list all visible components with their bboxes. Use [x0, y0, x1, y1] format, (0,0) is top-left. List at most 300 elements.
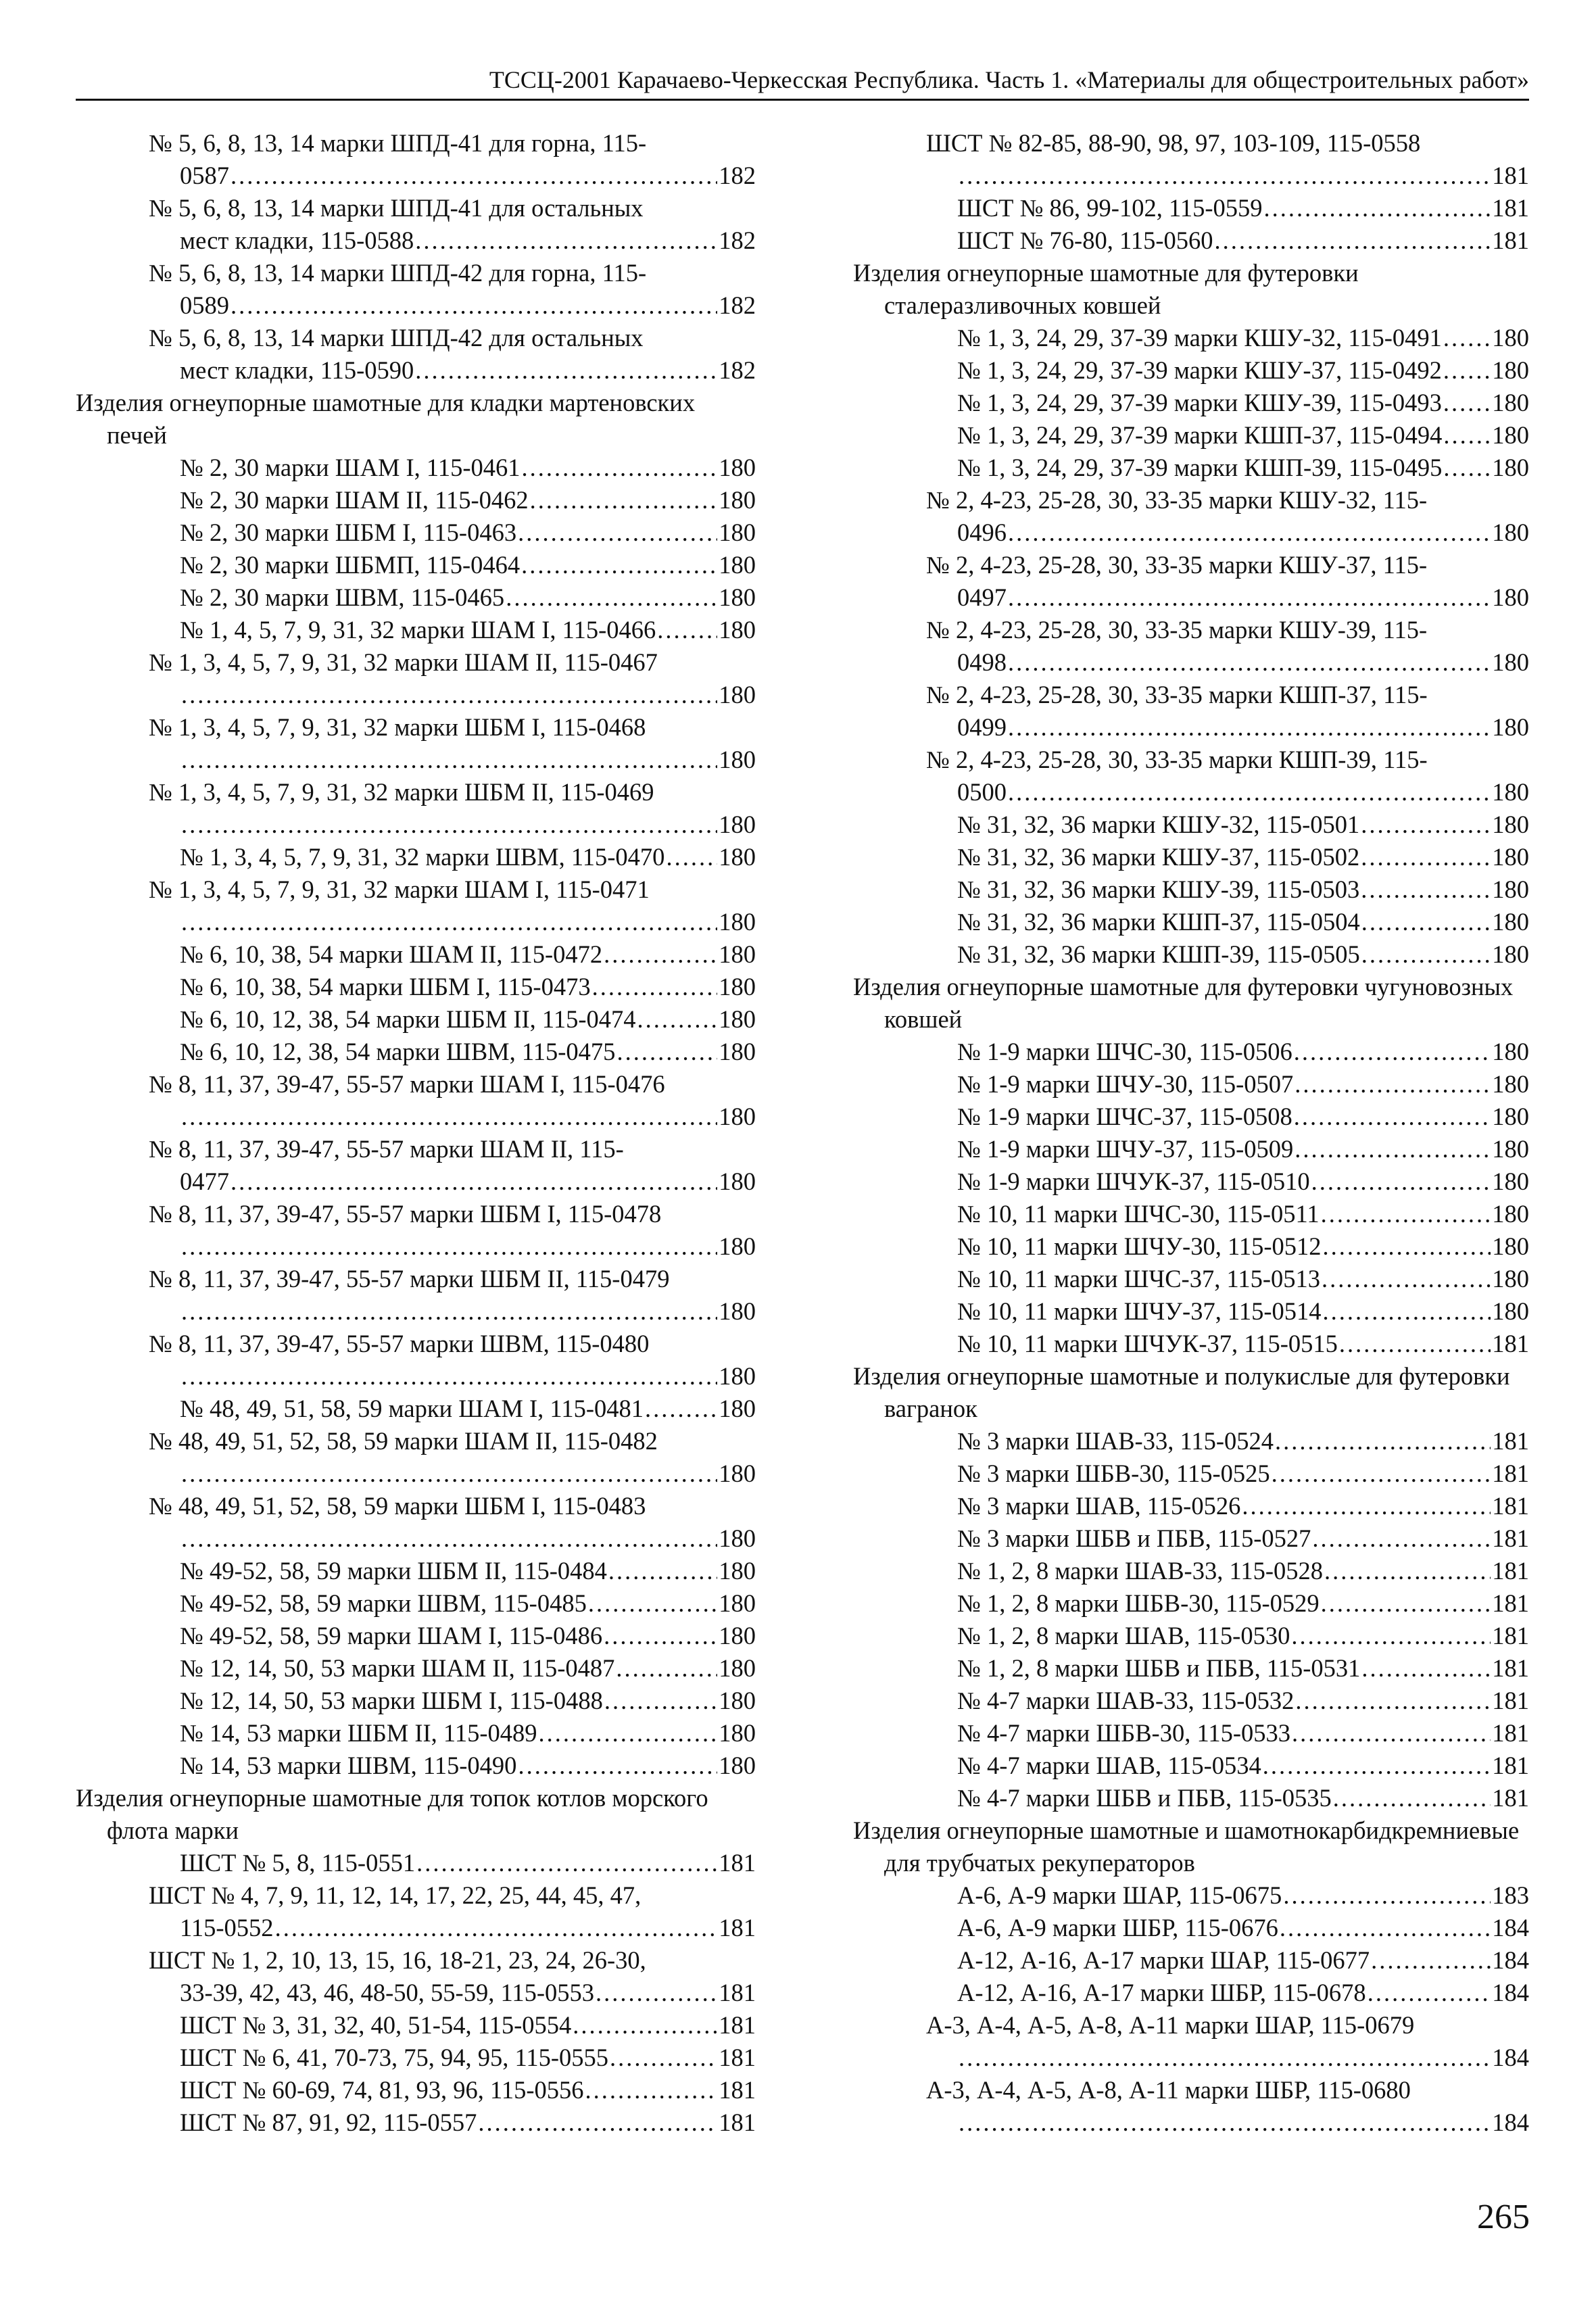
page-ref: 180 [719, 583, 756, 611]
entry-text-line: № 2, 4-23, 25-28, 30, 33-35 марки КШУ-37, 115- [926, 551, 1428, 579]
entry-leader-line [957, 1328, 1529, 1360]
entry-leader-line [180, 549, 756, 581]
index-entry [149, 2106, 756, 2139]
page-ref: 180 [1492, 1103, 1529, 1130]
dot-leader [1321, 1587, 1491, 1620]
page-ref: 180 [719, 973, 756, 1000]
page-ref: 180 [1492, 843, 1529, 871]
entry-text: 0477 [180, 1167, 229, 1195]
entry-leader-line [180, 2042, 756, 2074]
entry-leader-line [957, 1782, 1529, 1814]
dot-leader [1323, 1295, 1491, 1328]
entry-text: № 1, 2, 8 марки ШБВ и ПБВ, 115-0531 [957, 1654, 1361, 1682]
index-entry [926, 1587, 1529, 1620]
dot-leader [657, 614, 717, 646]
entry-leader-line [180, 841, 756, 873]
index-entry [149, 873, 756, 938]
entry-leader-line [180, 1717, 756, 1750]
entry-leader-line [957, 322, 1529, 354]
dot-leader [1361, 906, 1491, 938]
page-ref: 180 [719, 1654, 756, 1682]
entry-text: А-12, А-16, А-17 марки ШБР, 115-0678 [957, 1979, 1366, 2006]
dot-leader [1443, 419, 1491, 452]
index-entry [149, 614, 756, 646]
page-ref: 184 [1492, 2108, 1529, 2136]
index-entry [149, 2009, 756, 2042]
entry-text: 0589 [180, 291, 229, 319]
dot-leader [1283, 1879, 1491, 1912]
page-ref: 180 [719, 1297, 756, 1325]
entry-text-line: № 8, 11, 37, 39-47, 55-57 марки ШБМ II, 115-0479 [149, 1265, 670, 1293]
dot-leader [666, 841, 717, 873]
dot-leader [592, 971, 718, 1003]
page-ref: 180 [1492, 1038, 1529, 1065]
entry-text: № 2, 30 марки ШБМ I, 115-0463 [180, 518, 517, 546]
entry-leader-line [957, 873, 1529, 906]
entry-leader-line [957, 1101, 1529, 1133]
dot-leader [1339, 1328, 1491, 1360]
dot-leader [181, 744, 717, 776]
entry-leader-line [957, 938, 1529, 971]
entry-leader-line [180, 1295, 756, 1328]
dot-leader [478, 2106, 717, 2139]
entry-text-line: № 2, 4-23, 25-28, 30, 33-35 марки КШУ-39, 115- [926, 616, 1428, 644]
entry-leader-line [180, 1555, 756, 1587]
index-entry [149, 971, 756, 1003]
entry-text: 0587 [180, 162, 229, 189]
dot-leader [1321, 1198, 1491, 1230]
entry-text: 0498 [957, 648, 1007, 676]
entry-leader-line [180, 809, 756, 841]
entry-text: № 1, 2, 8 марки ШАВ-33, 115-0528 [957, 1557, 1323, 1585]
page-ref: 180 [719, 681, 756, 708]
dot-leader [1008, 581, 1491, 614]
section-heading: Изделия огнеупорные шамотные для футеровки чугуновозных ковшей [853, 973, 1514, 1033]
index-entry [149, 192, 756, 257]
index-entry [149, 2042, 756, 2074]
entry-text: № 48, 49, 51, 58, 59 марки ШАМ I, 115-0481 [180, 1395, 644, 1422]
entry-leader-line [180, 744, 756, 776]
dot-leader [604, 1620, 717, 1652]
entry-text: № 6, 10, 38, 54 марки ШАМ II, 115-0472 [180, 940, 603, 968]
entry-leader-line [180, 679, 756, 711]
entry-text: № 10, 11 марки ШЧУ-30, 115-0512 [957, 1232, 1322, 1260]
index-entry [926, 1036, 1529, 1068]
index-column-left [76, 127, 756, 2139]
entry-leader-line [957, 906, 1529, 938]
dot-leader [645, 1393, 717, 1425]
dot-leader [181, 906, 717, 938]
dot-leader [275, 1912, 718, 1944]
page-ref: 181 [1492, 1492, 1529, 1520]
entry-text-line: № 2, 4-23, 25-28, 30, 33-35 марки КШУ-32, 115- [926, 486, 1428, 514]
page-ref: 180 [719, 1687, 756, 1714]
entry-text: мест кладки, 115-0590 [180, 356, 414, 384]
dot-leader [518, 516, 717, 549]
dot-leader [1361, 938, 1491, 971]
entry-text: № 31, 32, 36 марки КШП-39, 115-0505 [957, 940, 1360, 968]
dot-leader [1292, 1717, 1491, 1750]
entry-leader-line [957, 160, 1529, 192]
dot-leader [588, 1587, 717, 1620]
entry-leader-line [957, 2042, 1529, 2074]
page-ref: 182 [719, 291, 756, 319]
entry-leader-line [180, 1101, 756, 1133]
index-entry [149, 841, 756, 873]
dot-leader [1264, 192, 1491, 224]
dot-leader [1242, 1490, 1491, 1522]
index-entry [149, 1879, 756, 1944]
entry-text: А-6, А-9 марки ШАР, 115-0675 [957, 1881, 1282, 1909]
page-number: 265 [1477, 2198, 1530, 2236]
entry-leader-line [957, 192, 1529, 224]
entry-text: № 1, 3, 24, 29, 37-39 марки КШП-37, 115-0494 [957, 421, 1443, 449]
entry-leader-line [180, 1003, 756, 1036]
dot-leader [616, 1652, 717, 1685]
page-ref: 180 [719, 1622, 756, 1649]
page-ref: 181 [1492, 1589, 1529, 1617]
page-ref: 180 [1492, 518, 1529, 546]
index-entry [926, 1912, 1529, 1944]
entry-text: № 6, 10, 12, 38, 54 марки ШБМ II, 115-0474 [180, 1005, 636, 1033]
entry-text: № 10, 11 марки ШЧС-37, 115-0513 [957, 1265, 1321, 1293]
index-entry [149, 1847, 756, 1879]
entry-leader-line [180, 1685, 756, 1717]
entry-text: 0500 [957, 778, 1007, 806]
entry-text: № 1, 2, 8 марки ШАВ, 115-0530 [957, 1622, 1290, 1649]
dot-leader [1371, 1944, 1491, 1977]
entry-leader-line [957, 1036, 1529, 1068]
dot-leader [1312, 1522, 1491, 1555]
entry-text-line: № 8, 11, 37, 39-47, 55-57 марки ШБМ I, 115-0478 [149, 1200, 662, 1228]
index-entry [926, 744, 1529, 809]
dot-leader [181, 1230, 717, 1263]
entry-text: А-12, А-16, А-17 марки ШАР, 115-0677 [957, 1946, 1370, 1974]
dot-leader [608, 1555, 717, 1587]
page-ref: 180 [719, 1167, 756, 1195]
entry-leader-line [957, 1685, 1529, 1717]
entry-leader-line [957, 581, 1529, 614]
index-entry [926, 1198, 1529, 1230]
page-ref: 180 [719, 1752, 756, 1779]
dot-leader [1368, 1977, 1491, 2009]
index-entry [149, 776, 756, 841]
index-entry [149, 1003, 756, 1036]
dot-leader [415, 354, 717, 387]
entry-text-line: № 1, 3, 4, 5, 7, 9, 31, 32 марки ШАМ II, 115-0467 [149, 648, 658, 676]
index-entry [926, 484, 1529, 549]
page-ref: 180 [1492, 1135, 1529, 1163]
entry-text: ШСТ № 5, 8, 115-0551 [180, 1849, 416, 1877]
section-heading: Изделия огнеупорные шамотные для футеровки сталеразливочных ковшей [853, 259, 1359, 319]
page-ref: 180 [719, 1589, 756, 1617]
index-entry [926, 1750, 1529, 1782]
page-ref: 180 [1492, 1167, 1529, 1195]
index-entry [149, 1068, 756, 1133]
index-entry [926, 354, 1529, 387]
index-entry [926, 809, 1529, 841]
page-ref: 180 [1492, 648, 1529, 676]
page-ref: 180 [719, 908, 756, 936]
dot-leader [1295, 1685, 1491, 1717]
dot-leader [231, 289, 717, 322]
page-ref: 180 [719, 518, 756, 546]
page-ref: 181 [1492, 1752, 1529, 1779]
section-heading: Изделия огнеупорные шамотные для кладки мартеновских печей [76, 389, 696, 449]
page-ref: 181 [719, 2044, 756, 2071]
page-ref: 180 [1492, 1232, 1529, 1260]
page-ref: 180 [719, 1459, 756, 1487]
dot-leader [1272, 1457, 1491, 1490]
entry-text: № 10, 11 марки ШЧУК-37, 115-0515 [957, 1330, 1338, 1357]
page-ref: 180 [1492, 421, 1529, 449]
entry-text: № 1, 2, 8 марки ШБВ-30, 115-0529 [957, 1589, 1320, 1617]
page-ref: 181 [1492, 1524, 1529, 1552]
dot-leader [1361, 809, 1491, 841]
dot-leader [1361, 873, 1491, 906]
entry-text: № 1, 3, 24, 29, 37-39 марки КШУ-32, 115-0491 [957, 324, 1442, 352]
dot-leader [1323, 1230, 1491, 1263]
index-entry [149, 516, 756, 549]
index-entry [926, 452, 1529, 484]
index-entry [926, 1425, 1529, 1457]
page-ref: 181 [1492, 1622, 1529, 1649]
entry-text-line: ШСТ № 82-85, 88-90, 98, 97, 103-109, 115-0558 [926, 129, 1421, 157]
entry-text: № 31, 32, 36 марки КШУ-32, 115-0501 [957, 811, 1360, 838]
entry-text: № 1, 3, 24, 29, 37-39 марки КШУ-37, 115-0492 [957, 356, 1442, 384]
dot-leader [1443, 322, 1491, 354]
page-ref: 180 [1492, 1200, 1529, 1228]
entry-leader-line [957, 1490, 1529, 1522]
index-entry [149, 1036, 756, 1068]
page-ref: 181 [719, 1849, 756, 1877]
index-entry [149, 1490, 756, 1555]
entry-leader-line [957, 419, 1529, 452]
dot-leader [181, 679, 717, 711]
index-entry [149, 1587, 756, 1620]
index-entry [149, 549, 756, 581]
page-ref: 181 [719, 2108, 756, 2136]
entry-leader-line [180, 1652, 756, 1685]
dot-leader [1008, 711, 1491, 744]
index-entry [926, 614, 1529, 679]
entry-leader-line [957, 1457, 1529, 1490]
entry-text-line: № 8, 11, 37, 39-47, 55-57 марки ШАМ II, 115- [149, 1135, 624, 1163]
entry-leader-line [957, 1750, 1529, 1782]
entry-leader-line [180, 160, 756, 192]
page-ref: 180 [1492, 1265, 1529, 1293]
entry-text-line: № 5, 6, 8, 13, 14 марки ШПД-41 для остальных [149, 194, 644, 222]
dot-leader [959, 2042, 1491, 2074]
index-entry [149, 1425, 756, 1490]
entry-leader-line [957, 1165, 1529, 1198]
index-entry [926, 1457, 1529, 1490]
index-entry [149, 322, 756, 387]
page-ref: 182 [719, 162, 756, 189]
entry-text: № 31, 32, 36 марки КШУ-39, 115-0503 [957, 875, 1360, 903]
entry-leader-line [180, 1977, 756, 2009]
index-entry [926, 1685, 1529, 1717]
index-entry [149, 1685, 756, 1717]
entry-leader-line [180, 2074, 756, 2106]
index-entry [149, 2074, 756, 2106]
page-ref: 180 [1492, 389, 1529, 416]
entry-text: № 2, 30 марки ШАМ I, 115-0461 [180, 454, 521, 481]
dot-leader [1443, 452, 1491, 484]
entry-text: ШСТ № 76-80, 115-0560 [957, 226, 1213, 254]
entry-text: ШСТ № 60-69, 74, 81, 93, 96, 115-0556 [180, 2076, 584, 2104]
entry-leader-line [180, 354, 756, 387]
index-entry [926, 1230, 1529, 1263]
index-entry [149, 1133, 756, 1198]
dot-leader [506, 581, 717, 614]
entry-text-line: № 1, 3, 4, 5, 7, 9, 31, 32 марки ШБМ I, 115-0468 [149, 713, 646, 741]
page-ref: 180 [719, 1362, 756, 1390]
entry-text: № 1-9 марки ШЧУК-37, 115-0510 [957, 1167, 1310, 1195]
page-ref: 180 [719, 1038, 756, 1065]
page-ref: 182 [719, 356, 756, 384]
entry-text: № 4-7 марки ШБВ-30, 115-0533 [957, 1719, 1290, 1747]
entry-leader-line [957, 711, 1529, 744]
entry-leader-line [180, 1457, 756, 1490]
index-entry [149, 581, 756, 614]
entry-text: № 1-9 марки ШЧС-37, 115-0508 [957, 1103, 1292, 1130]
entry-text: № 10, 11 марки ШЧС-30, 115-0511 [957, 1200, 1320, 1228]
dot-leader [604, 1685, 717, 1717]
entry-leader-line [180, 452, 756, 484]
entry-text: № 4-7 марки ШАВ-33, 115-0532 [957, 1687, 1295, 1714]
entry-leader-line [180, 1360, 756, 1393]
entry-leader-line [957, 1944, 1529, 1977]
page-ref: 181 [1492, 1557, 1529, 1585]
dot-leader [530, 484, 718, 516]
page-ref: 180 [719, 843, 756, 871]
entry-text: ШСТ № 87, 91, 92, 115-0557 [180, 2108, 477, 2136]
entry-text: № 3 марки ШАВ, 115-0526 [957, 1492, 1241, 1520]
dot-leader [181, 1522, 717, 1555]
entry-leader-line [180, 971, 756, 1003]
page-ref: 180 [719, 746, 756, 773]
page-ref: 181 [1492, 162, 1529, 189]
index-entry [149, 1198, 756, 1263]
page-ref: 181 [719, 2076, 756, 2104]
page-ref: 180 [719, 1395, 756, 1422]
entry-text: № 10, 11 марки ШЧУ-37, 115-0514 [957, 1297, 1322, 1325]
index-entry [926, 1782, 1529, 1814]
index-entry [926, 2009, 1529, 2074]
dot-leader [1294, 1036, 1491, 1068]
entry-text-line: А-3, А-4, А-5, А-8, А-11 марки ШАР, 115-0679 [926, 2011, 1415, 2039]
entry-text-line: А-3, А-4, А-5, А-8, А-11 марки ШБР, 115-0680 [926, 2076, 1411, 2104]
page-ref: 181 [1492, 1784, 1529, 1812]
entry-text-line: № 2, 4-23, 25-28, 30, 33-35 марки КШП-39, 115- [926, 746, 1428, 773]
entry-leader-line [957, 1263, 1529, 1295]
entry-text: № 14, 53 марки ШВМ, 115-0490 [180, 1752, 517, 1779]
dot-leader [1443, 354, 1491, 387]
index-entry [926, 1652, 1529, 1685]
dot-leader [1008, 516, 1491, 549]
entry-leader-line [957, 1198, 1529, 1230]
index-column-right [853, 127, 1529, 2139]
index-entry [149, 711, 756, 776]
index-entry [926, 841, 1529, 873]
index-entry [926, 127, 1529, 192]
dot-leader [610, 2042, 717, 2074]
entry-text: № 1, 4, 5, 7, 9, 31, 32 марки ШАМ I, 115-0466 [180, 616, 656, 644]
entry-text: ШСТ № 6, 41, 70-73, 75, 94, 95, 115-0555 [180, 2044, 608, 2071]
entry-leader-line [180, 516, 756, 549]
index-entry [926, 224, 1529, 257]
dot-leader [1280, 1912, 1491, 1944]
dot-leader [416, 1847, 717, 1879]
entry-leader-line [180, 1587, 756, 1620]
entry-text: № 12, 14, 50, 53 марки ШАМ II, 115-0487 [180, 1654, 615, 1682]
entry-leader-line [957, 1555, 1529, 1587]
dot-leader [1263, 1750, 1491, 1782]
page-ref: 180 [1492, 583, 1529, 611]
entry-text: № 49-52, 58, 59 марки ШАМ I, 115-0486 [180, 1622, 603, 1649]
index-entry [926, 1490, 1529, 1522]
index-entry [926, 322, 1529, 354]
page-ref: 180 [719, 1103, 756, 1130]
index-entry [149, 1944, 756, 2009]
entry-text-line: № 8, 11, 37, 39-47, 55-57 марки ШАМ I, 115-0476 [149, 1070, 665, 1098]
dot-leader [181, 1295, 717, 1328]
entry-text: 33-39, 42, 43, 46, 48-50, 55-59, 115-0553 [180, 1979, 595, 2006]
entry-leader-line [180, 938, 756, 971]
page-ref: 180 [1492, 713, 1529, 741]
entry-text-line: № 2, 4-23, 25-28, 30, 33-35 марки КШП-37, 115- [926, 681, 1428, 708]
page-ref: 180 [719, 1232, 756, 1260]
entry-text: № 1-9 марки ШЧУ-30, 115-0507 [957, 1070, 1294, 1098]
page-ref: 181 [1492, 1427, 1529, 1455]
page-ref: 180 [719, 551, 756, 579]
dot-leader [573, 2009, 717, 2042]
page-ref: 180 [1492, 356, 1529, 384]
index-entry [926, 1879, 1529, 1912]
page-ref: 180 [1492, 778, 1529, 806]
entry-leader-line [957, 1620, 1529, 1652]
index-entry [149, 1652, 756, 1685]
entry-leader-line [957, 1879, 1529, 1912]
page-ref: 180 [1492, 811, 1529, 838]
section-heading: Изделия огнеупорные шамотные для топок котлов морского флота марки [76, 1784, 708, 1844]
index-entry [149, 1620, 756, 1652]
entry-text: № 4-7 марки ШБВ и ПБВ, 115-0535 [957, 1784, 1332, 1812]
dot-leader [959, 160, 1491, 192]
index-entry [926, 1620, 1529, 1652]
page-ref: 181 [1492, 226, 1529, 254]
page-ref: 181 [719, 2011, 756, 2039]
entry-text: № 1, 3, 4, 5, 7, 9, 31, 32 марки ШВМ, 115-0470 [180, 843, 665, 871]
index-entry [926, 1133, 1529, 1165]
index-entry [149, 1750, 756, 1782]
entry-leader-line [957, 809, 1529, 841]
entry-text: № 12, 14, 50, 53 марки ШБМ I, 115-0488 [180, 1687, 603, 1714]
entry-leader-line [180, 581, 756, 614]
entry-leader-line [180, 2009, 756, 2042]
running-header: ТССЦ-2001 Карачаево-Черкесская Республика. Часть 1. «Материалы для общестроительных работ» [489, 66, 1529, 93]
dot-leader [1295, 1133, 1491, 1165]
page-ref: 184 [1492, 2044, 1529, 2071]
entry-text: 0499 [957, 713, 1007, 741]
page-ref: 184 [1492, 1946, 1529, 1974]
entry-text: № 31, 32, 36 марки КШУ-37, 115-0502 [957, 843, 1360, 871]
index-entry [149, 484, 756, 516]
index-entry [926, 679, 1529, 744]
entry-text: 0496 [957, 518, 1007, 546]
entry-text: ШСТ № 3, 31, 32, 40, 51-54, 115-0554 [180, 2011, 572, 2039]
